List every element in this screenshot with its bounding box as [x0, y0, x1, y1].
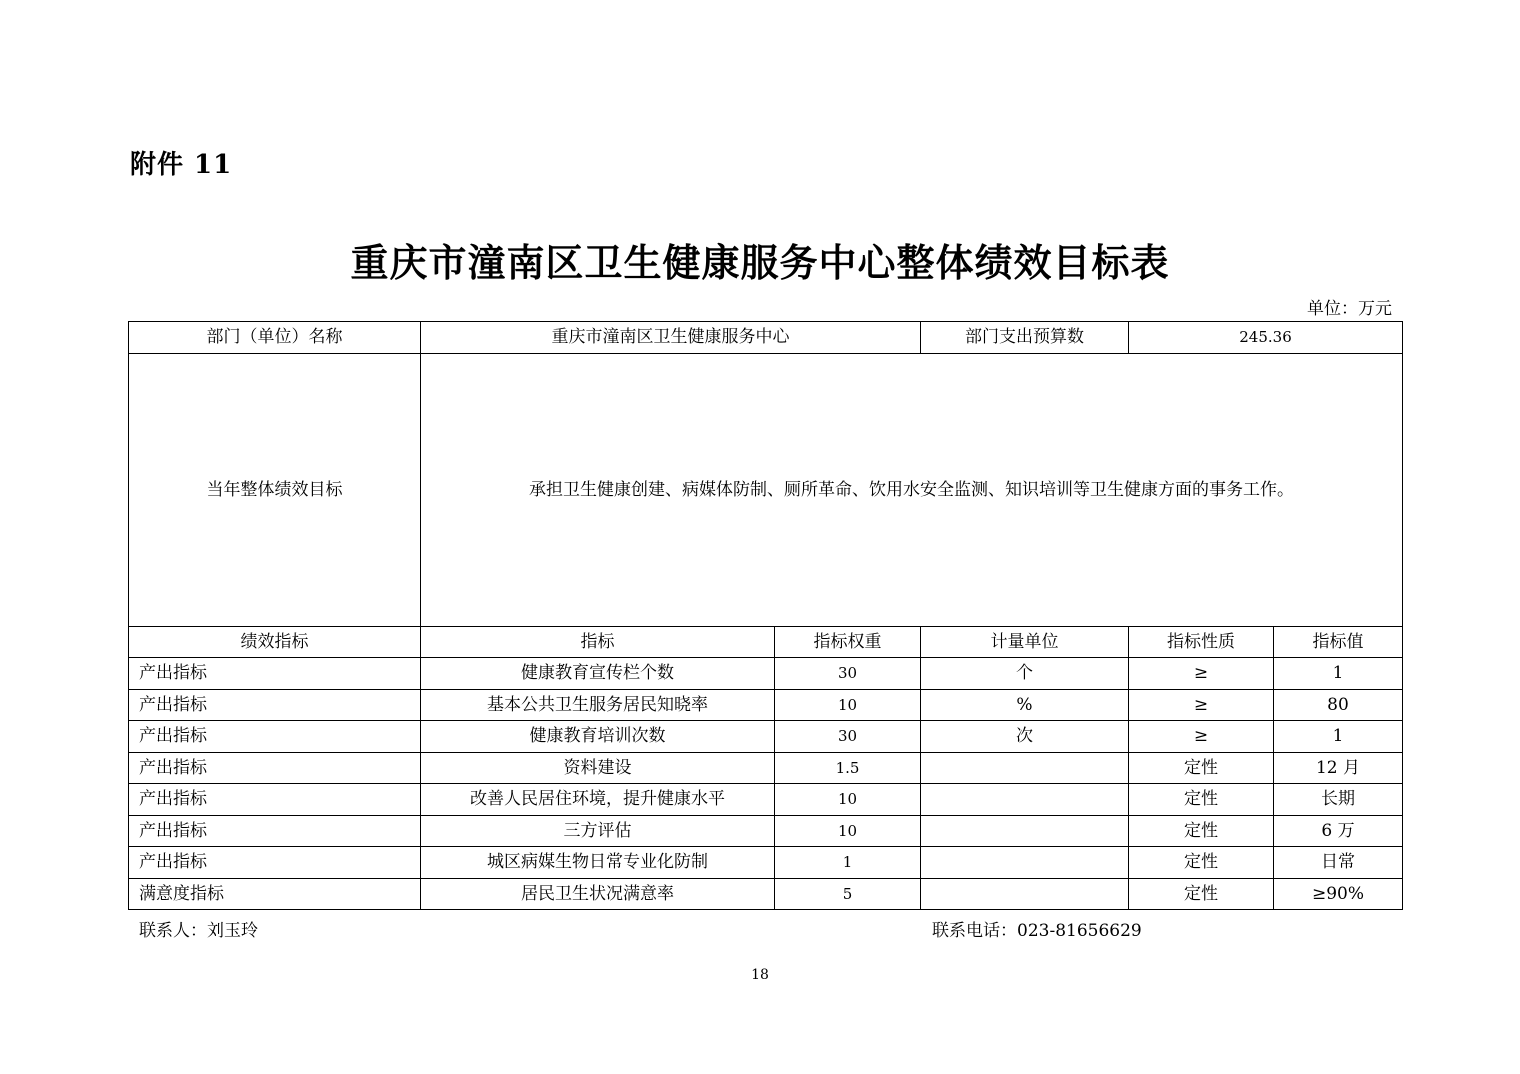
column-header: 计量单位: [921, 626, 1129, 658]
indicator-unit: [921, 784, 1129, 816]
indicator-name: 居民卫生状况满意率: [421, 878, 775, 910]
unit-label: 单位：万元: [1307, 299, 1392, 319]
indicator-category: 满意度指标: [129, 878, 421, 910]
page-title: 重庆市潼南区卫生健康服务中心整体绩效目标表: [350, 240, 1170, 285]
dept-name-label: 部门（单位）名称: [129, 322, 421, 354]
column-header: 指标值: [1274, 626, 1403, 658]
column-header: 指标权重: [775, 626, 921, 658]
indicator-value: ≥90%: [1274, 878, 1403, 910]
indicator-weight: 1.5: [775, 752, 921, 784]
indicator-value: 80: [1274, 689, 1403, 721]
indicator-nature: 定性: [1129, 815, 1274, 847]
indicator-weight: 1: [775, 847, 921, 879]
indicator-unit: 次: [921, 721, 1129, 753]
goal-row: [129, 353, 1403, 626]
page-number: 18: [751, 967, 769, 983]
column-header: 绩效指标: [129, 626, 421, 658]
indicator-nature: 定性: [1129, 784, 1274, 816]
indicator-name: 资料建设: [421, 752, 775, 784]
indicator-weight: 5: [775, 878, 921, 910]
indicator-nature: ≥: [1129, 721, 1274, 753]
indicator-category: 产出指标: [129, 658, 421, 690]
header-row: [129, 322, 1403, 354]
table-row: [129, 878, 1403, 910]
indicator-unit: %: [921, 689, 1129, 721]
indicator-value: 1: [1274, 721, 1403, 753]
indicator-weight: 30: [775, 721, 921, 753]
column-header: 指标性质: [1129, 626, 1274, 658]
indicator-category: 产出指标: [129, 815, 421, 847]
indicator-category: 产出指标: [129, 721, 421, 753]
indicator-weight: 10: [775, 815, 921, 847]
indicator-weight: 10: [775, 784, 921, 816]
table-row: [129, 784, 1403, 816]
goal-label: 当年整体绩效目标: [129, 353, 421, 626]
indicator-nature: ≥: [1129, 658, 1274, 690]
indicator-name: 城区病媒生物日常专业化防制: [421, 847, 775, 879]
indicator-name: 三方评估: [421, 815, 775, 847]
dept-name-value: 重庆市潼南区卫生健康服务中心: [421, 322, 921, 354]
indicator-category: 产出指标: [129, 784, 421, 816]
indicator-value: 1: [1274, 658, 1403, 690]
column-header-row: [129, 626, 1403, 658]
budget-value: 245.36: [1129, 322, 1403, 354]
indicator-name: 基本公共卫生服务居民知晓率: [421, 689, 775, 721]
indicator-unit: [921, 752, 1129, 784]
goal-text: 承担卫生健康创建、病媒体防制、厕所革命、饮用水安全监测、知识培训等卫生健康方面的事务工作。: [421, 353, 1403, 626]
indicator-nature: 定性: [1129, 878, 1274, 910]
table-row: [129, 847, 1403, 879]
attachment-label: 附件 11: [130, 150, 233, 180]
indicator-nature: ≥: [1129, 689, 1274, 721]
indicator-value: 长期: [1274, 784, 1403, 816]
table-row: [129, 721, 1403, 753]
indicator-value: 6 万: [1274, 815, 1403, 847]
indicator-name: 改善人民居住环境，提升健康水平: [421, 784, 775, 816]
contact-phone: 联系电话：023-81656629: [932, 921, 1142, 941]
indicator-value: 日常: [1274, 847, 1403, 879]
indicator-nature: 定性: [1129, 752, 1274, 784]
indicator-category: 产出指标: [129, 752, 421, 784]
indicator-nature: 定性: [1129, 847, 1274, 879]
indicator-unit: 个: [921, 658, 1129, 690]
table-row: [129, 658, 1403, 690]
performance-table: [128, 321, 1403, 910]
indicator-category: 产出指标: [129, 689, 421, 721]
indicator-weight: 30: [775, 658, 921, 690]
indicator-name: 健康教育宣传栏个数: [421, 658, 775, 690]
table-row: [129, 689, 1403, 721]
indicator-unit: [921, 847, 1129, 879]
indicator-name: 健康教育培训次数: [421, 721, 775, 753]
indicator-unit: [921, 815, 1129, 847]
column-header: 指标: [421, 626, 775, 658]
table-row: [129, 815, 1403, 847]
budget-label: 部门支出预算数: [921, 322, 1129, 354]
indicator-weight: 10: [775, 689, 921, 721]
contact-person: 联系人：刘玉玲: [139, 921, 258, 941]
table-row: [129, 752, 1403, 784]
indicator-category: 产出指标: [129, 847, 421, 879]
indicator-value: 12 月: [1274, 752, 1403, 784]
indicator-unit: [921, 878, 1129, 910]
